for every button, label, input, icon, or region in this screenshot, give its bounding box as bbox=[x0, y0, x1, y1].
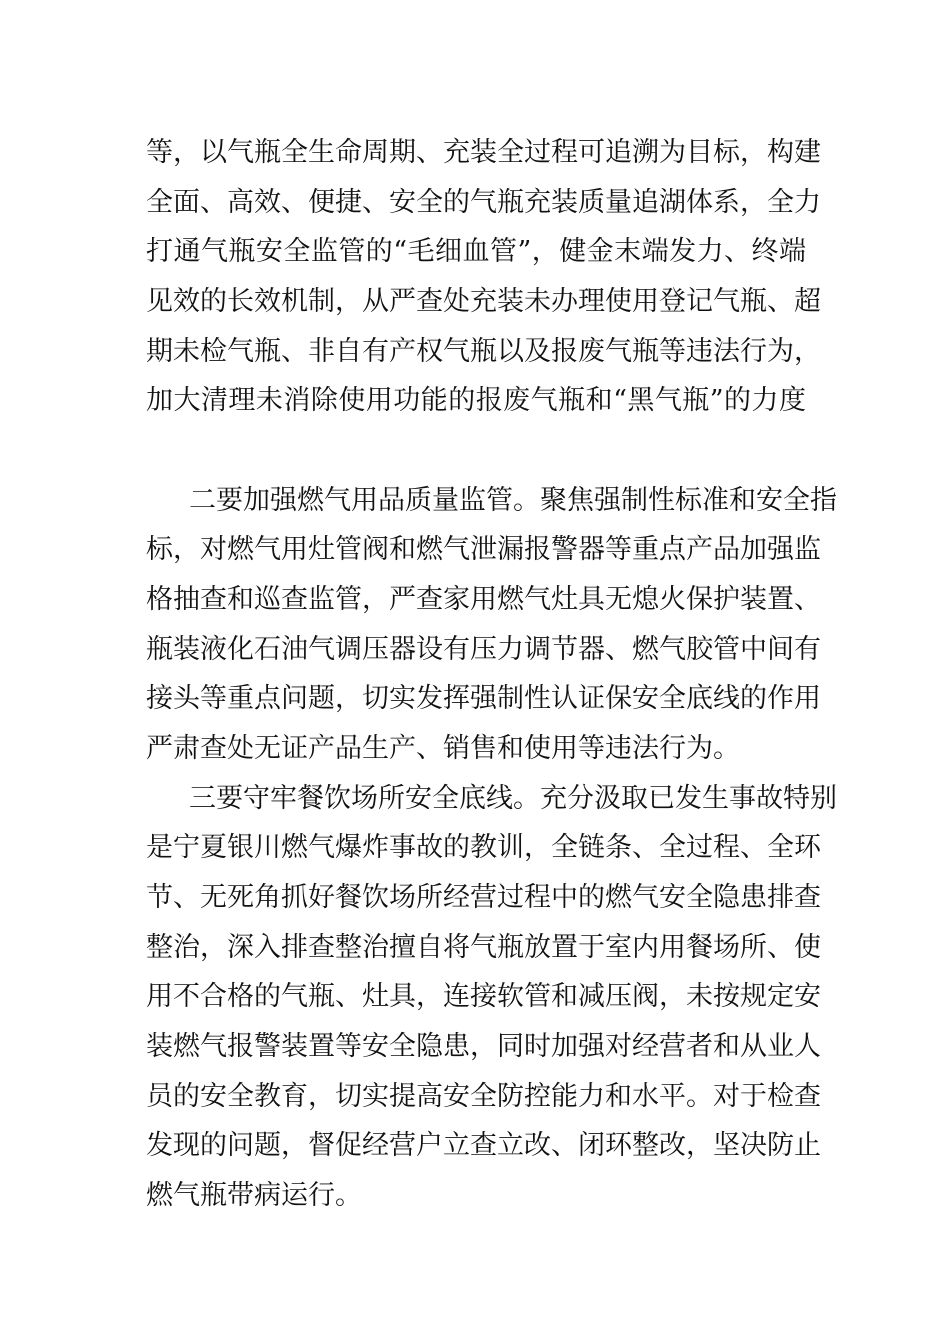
paragraph-3-line-9 bbox=[0, 1169, 950, 1223]
line-text: 见效的长效机制，从严查处充装未办理使用登记气瓶、超 bbox=[146, 286, 821, 317]
paragraph-3-line-7 bbox=[0, 1070, 950, 1124]
paragraph-1-line-4 bbox=[0, 275, 950, 329]
paragraph-3-line-4 bbox=[0, 921, 950, 975]
line-text: 整治，深入排查整治擅自将气瓶放置于室内用餐场所、使 bbox=[146, 932, 821, 963]
line-text: 二要加强燃气用品质量监管。聚焦强制性标准和安全指 bbox=[189, 485, 837, 516]
paragraph-3-line-8 bbox=[0, 1119, 950, 1173]
line-text: 打通气瓶安全监管的“毛细血管”，健金末端发力、终端 bbox=[146, 236, 806, 267]
paragraph-3-line-2 bbox=[0, 821, 950, 875]
line-text: 发现的问题，督促经营户立查立改、闭环整改，坚决防止 bbox=[146, 1130, 821, 1161]
paragraph-1-line-1 bbox=[0, 126, 950, 180]
line-text: 接头等重点问题，切实发挥强制性认证保安全底线的作用 bbox=[146, 683, 821, 714]
paragraph-1-line-6 bbox=[0, 374, 950, 428]
line-text: 严肃查处无证产品生产、销售和使用等违法行为。 bbox=[146, 733, 740, 764]
line-text: 燃气瓶带病运行。 bbox=[146, 1180, 362, 1211]
paragraph-1-line-5 bbox=[0, 325, 950, 379]
line-text: 节、无死角抓好餐饮场所经营过程中的燃气安全隐患排查 bbox=[146, 882, 821, 913]
paragraph-2-line-3 bbox=[0, 573, 950, 627]
line-text: 标，对燃气用灶管阀和燃气泄漏报警器等重点产品加强监 bbox=[146, 534, 821, 565]
line-text: 瓶装液化石油气调压器设有压力调节器、燃气胶管中间有 bbox=[146, 634, 821, 665]
line-text: 用不合格的气瓶、灶具，连接软管和减压阀，未按规定安 bbox=[146, 981, 821, 1012]
line-text: 等，以气瓶全生命周期、充装全过程可追溯为目标，构建 bbox=[146, 137, 821, 168]
paragraph-2-line-1 bbox=[0, 474, 950, 528]
paragraph-3-line-6 bbox=[0, 1020, 950, 1074]
paragraph-1-line-2 bbox=[0, 176, 950, 230]
paragraph-2-line-5 bbox=[0, 672, 950, 726]
paragraph-3-line-5 bbox=[0, 970, 950, 1024]
line-text: 三要守牢餐饮场所安全底线。充分汲取已发生事故特别 bbox=[189, 783, 837, 814]
paragraph-2-line-4 bbox=[0, 623, 950, 677]
paragraph-2-line-2 bbox=[0, 523, 950, 577]
line-text: 是宁夏银川燃气爆炸事故的教训，全链条、全过程、全环 bbox=[146, 832, 821, 863]
line-text: 全面、高效、便捷、安全的气瓶充装质量追湖体系，全力 bbox=[146, 187, 821, 218]
paragraph-3-line-3 bbox=[0, 871, 950, 925]
line-text: 装燃气报警装置等安全隐患，同时加强对经营者和从业人 bbox=[146, 1031, 821, 1062]
line-text: 员的安全教育，切实提高安全防控能力和水平。对于检查 bbox=[146, 1081, 821, 1112]
paragraph-3-line-1 bbox=[0, 772, 950, 826]
paragraph-2-line-6 bbox=[0, 722, 950, 776]
line-text: 加大清理未消除使用功能的报废气瓶和“黑气瓶”的力度 bbox=[146, 385, 806, 416]
line-text: 期未检气瓶、非自有产权气瓶以及报废气瓶等违法行为， bbox=[146, 336, 821, 367]
line-text: 格抽查和巡查监管，严查家用燃气灶具无熄火保护装置、 bbox=[146, 584, 821, 615]
paragraph-1-line-3 bbox=[0, 225, 950, 279]
